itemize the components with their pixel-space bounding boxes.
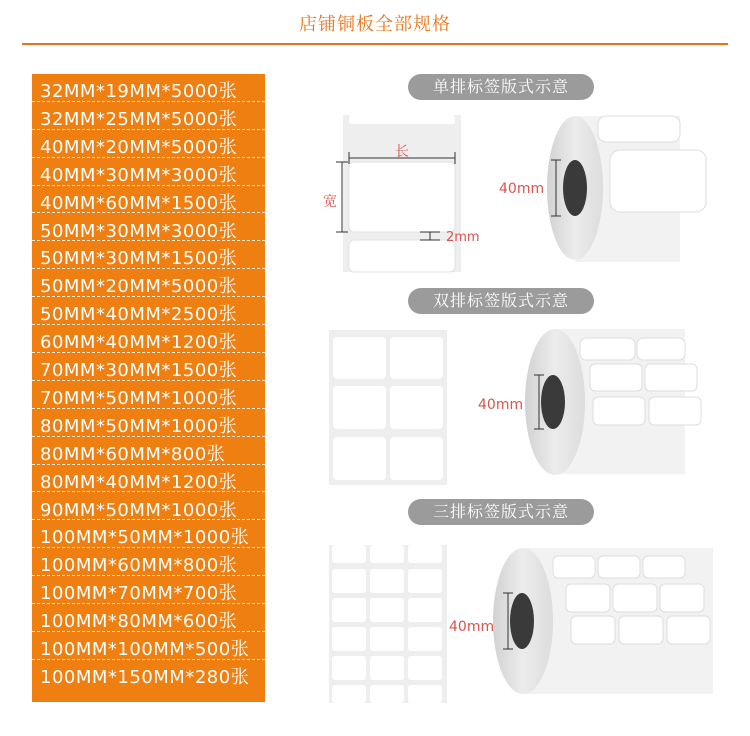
double-row-diagram <box>329 329 701 485</box>
spec-label: 32MM*19MM*5000张 <box>40 81 238 102</box>
label-sheet <box>332 569 366 593</box>
label-sheet <box>408 598 442 622</box>
spec-label: 70MM*30MM*1500张 <box>40 360 238 381</box>
label-sheet <box>408 545 442 563</box>
roll-label <box>598 116 680 142</box>
label-sheet <box>333 386 386 429</box>
roll-label <box>590 364 642 391</box>
spec-label: 40MM*30MM*3000张 <box>40 164 238 186</box>
label-sheet <box>390 386 443 429</box>
label-sheet <box>333 437 386 480</box>
label-sheet <box>332 545 366 563</box>
spec-label: 100MM*100MM*500张 <box>40 639 250 660</box>
core-diameter-label: 40mm <box>449 619 495 635</box>
label-sheet <box>408 656 442 680</box>
spec-label: 100MM*80MM*600张 <box>40 611 238 633</box>
roll-label <box>598 556 640 578</box>
roll-label <box>619 616 663 644</box>
roll-label <box>645 364 697 391</box>
spec-label: 50MM*20MM*5000张 <box>40 276 238 298</box>
gap-label: 2mm <box>446 230 480 245</box>
label-sheet <box>332 656 366 680</box>
length-label: 长 <box>395 144 409 160</box>
label-sheet <box>390 437 443 480</box>
label-sheet <box>349 115 455 124</box>
roll-label <box>667 616 710 644</box>
roll-label <box>593 397 645 425</box>
spec-label: 100MM*70MM*700张 <box>40 583 238 605</box>
roll-label <box>613 584 657 612</box>
roll-core <box>563 160 587 216</box>
spec-label: 90MM*50MM*1000张 <box>40 499 238 521</box>
single-row-label: 单排标签版式示意 <box>408 74 594 100</box>
label-sheet <box>370 685 404 703</box>
label-sheet <box>349 240 455 272</box>
label-sheet <box>370 545 404 563</box>
core-diameter-label: 40mm <box>499 181 545 197</box>
label-sheet <box>370 627 404 651</box>
spec-label: 60MM*40MM*1200张 <box>40 332 238 354</box>
spec-label: 100MM*50MM*1000张 <box>40 527 250 549</box>
roll-label <box>660 584 704 612</box>
roll-label <box>580 338 635 360</box>
roll-core <box>541 375 565 429</box>
label-sheet <box>390 337 443 379</box>
spec-label: 40MM*20MM*5000张 <box>40 136 238 158</box>
triple-row-label: 三排标签版式示意 <box>408 499 594 525</box>
roll-label <box>566 584 610 612</box>
roll-label <box>637 338 685 360</box>
spec-label: 80MM*40MM*1200张 <box>40 471 238 493</box>
core-diameter-label: 40mm <box>478 397 524 413</box>
spec-label: 40MM*60MM*1500张 <box>40 192 238 214</box>
label-sheet <box>333 337 386 379</box>
label-sheet <box>332 685 366 703</box>
double-row-label: 双排标签版式示意 <box>408 288 594 314</box>
roll-label <box>643 556 685 578</box>
spec-label: 70MM*50MM*1000张 <box>40 387 238 409</box>
page-title: 店铺铜板全部规格 <box>299 14 451 35</box>
roll-label <box>610 150 706 212</box>
roll-label <box>553 556 595 578</box>
label-sheet <box>408 685 442 703</box>
label-sheet <box>408 627 442 651</box>
roll-label <box>649 397 701 425</box>
spec-label: 50MM*30MM*3000张 <box>40 220 238 242</box>
roll-label <box>571 616 615 644</box>
spec-label: 50MM*30MM*1500张 <box>40 248 238 270</box>
single-row-diagram <box>323 115 706 272</box>
width-label: 宽 <box>323 194 337 210</box>
triple-row-diagram <box>329 545 713 703</box>
roll-core <box>510 593 534 649</box>
label-sheet <box>370 598 404 622</box>
spec-label: 80MM*60MM*800张 <box>40 443 226 465</box>
spec-label: 80MM*50MM*1000张 <box>40 415 238 437</box>
label-sheet <box>332 627 366 651</box>
spec-label: 50MM*40MM*2500张 <box>40 304 238 326</box>
spec-label: 100MM*60MM*800张 <box>40 555 238 577</box>
label-sheet <box>370 569 404 593</box>
spec-label: 100MM*150MM*280张 <box>40 666 250 688</box>
label-sheet <box>349 162 455 232</box>
label-sheet <box>332 598 366 622</box>
spec-label: 32MM*25MM*5000张 <box>40 108 238 130</box>
label-sheet <box>408 569 442 593</box>
label-sheet <box>370 656 404 680</box>
